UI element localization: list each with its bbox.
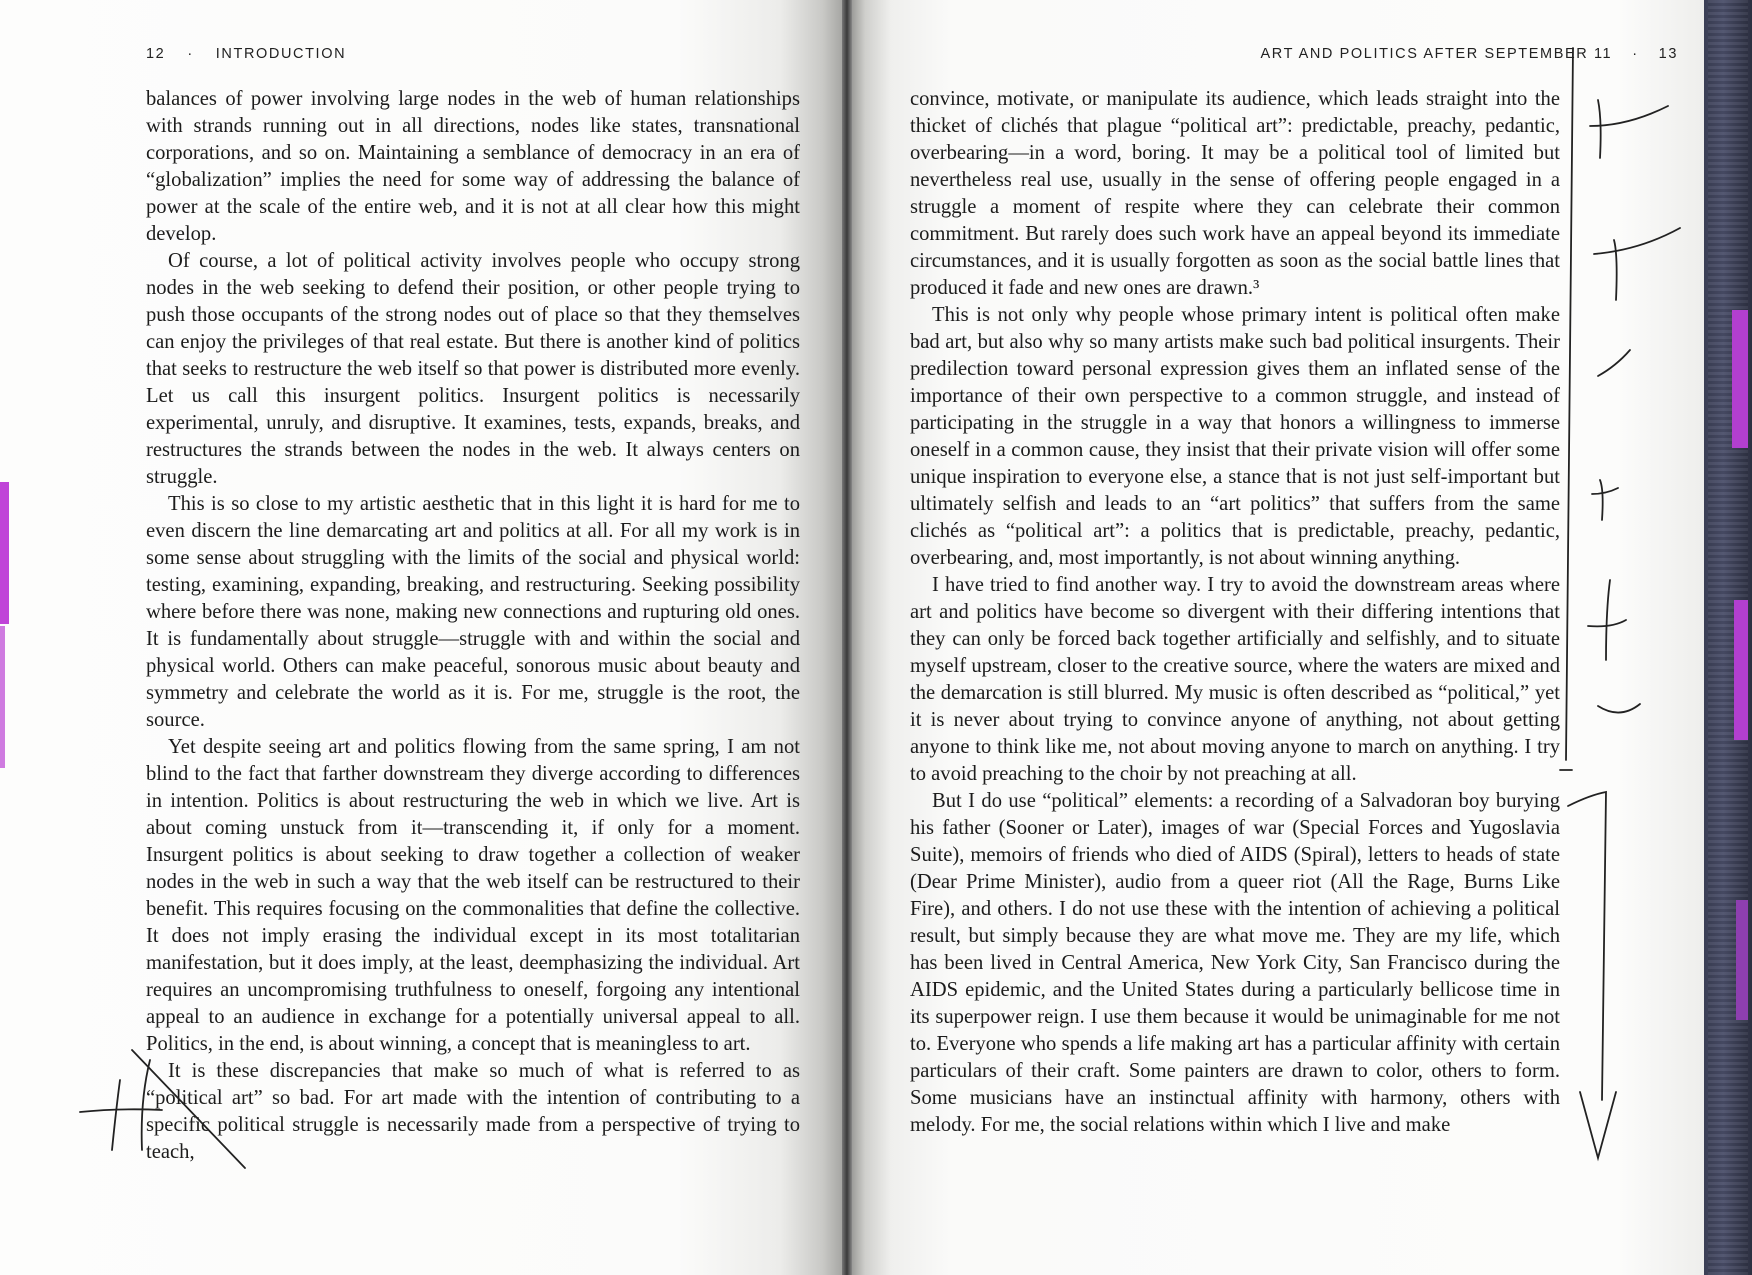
paragraph: I have tried to find another way. I try to avoid the downstream areas where art and politics have become so divergent with their differing intentions that they can only be forced back together artificially and selfishly, and to situate myself upstream, closer to the creative source, where the waters are mixed and the demarcation is still blurred. My music is often described as “political,” yet it is never about trying to convince anyone of anything, not about getting anyone to think like me, not about moving anyone to march on anything. I try to avoid preaching to the choir by not preaching at all. (910, 574, 1560, 785)
left-running-title: INTRODUCTION (215, 46, 347, 62)
right-text-block (910, 86, 1560, 1139)
sticky-tab (0, 626, 5, 768)
paragraph: Of course, a lot of political activity involves people who occupy strong nodes in the web seeking to defend their position, or other people trying to push those occupants of the strong nodes out of place so that they themselves can enjoy the privileges of that real estate. But there is another kind of politics that seeks to restructure the web itself so that power is distributed more evenly. Let us call this insurgent politics. Insurgent politics is necessarily experimental, unruly, and disruptive. It examines, tests, expands, breaks, and restructures the strands between the nodes in the web. It always centers on struggle. (146, 250, 800, 488)
paragraph: Yet despite seeing art and politics flowing from the same spring, I am not blind to the fact that farther downstream they diverge according to differences in intention. Politics is about restructuring the web in which we live. Art is about coming unstuck from it—transcending it, if only for a moment. Insurgent politics is about seeking to draw together a collection of weaker nodes in the web in such a way that the web itself can be restructured to their benefit. This requires focusing on the commonalities that define the collective. It does not imply erasing the individual except in its most totalitarian manifestation, but it does imply, at the least, deemphasizing the individual. Art requires an uncompromising truthfulness to oneself, forgoing any intentional appeal to an audience in exchange for a potentially universal appeal to all. Politics, in the end, is about winning, a concept that is meaningless to art. (146, 736, 800, 1055)
sticky-tab (1734, 600, 1748, 740)
paragraph: convince, motivate, or manipulate its audience, which leads straight into the thicket of clichés that plague “political art”: predictable, preachy, pedantic, overbearing—in a word, boring. It may be a political tool of limited but nevertheless real use, usually in the sense of offering people engaged in a struggle a moment of respite where they can celebrate their common commitment. But rarely does such work have an appeal beyond its immediate circumstances, and it is usually forgotten as soon as the social battle lines that produced it fade and new ones are drawn.³ (910, 88, 1560, 299)
left-text-block (146, 86, 800, 1166)
sticky-tab (1736, 900, 1748, 1020)
paragraph: This is not only why people whose primary intent is political often make bad art, but also why so many artists make such bad political insurgents. Their predilection toward personal expression gives them an inflated sense of the importance of their own perspective to a common struggle, and instead of participating in the struggle in a way that honors a willingness to immerse oneself in a common cause, they insist that their private vision will offer some unique inspiration to everyone else, a stance that is not just self-important but ultimately selfish and leads to an “art politics” that suffers from the same clichés as “political art”: a politics that is predictable, preachy, pedantic, overbearing, and, most importantly, is not about winning anything. (910, 304, 1560, 569)
paragraph: But I do use “political” elements: a recording of a Salvadoran boy burying his father (Sooner or Later), images of war (Special Forces and Yugoslavia Suite), memoirs of friends who died of AIDS (Spiral), letters to heads of state (Dear Prime Minister), audio from a queer riot (All the Rage, Burns Like Fire), and others. I do not use these with the intention of achieving a political result, but simply because they are what move me. They are my life, which has been lived in Central America, New York City, San Francisco during the AIDS epidemic, and the United States during a particularly bellicose time in its superpower reign. I use them because it would be unimaginable for me not to. Everyone who spends a life making art has a particular affinity with certain particulars of their craft. Some painters are drawn to color, others to form. Some musicians have an instinctual affinity with harmony, others with melody. For me, the social relations within which I live and make (910, 790, 1560, 1136)
right-folio: 13 (1658, 46, 1678, 62)
left-page (0, 0, 848, 1275)
right-running-title: ART AND POLITICS AFTER SEPTEMBER 11 (1260, 46, 1613, 62)
paragraph: balances of power involving large nodes in the web of human relationships with strands running out in all directions, nodes like states, transnational corporations, and so on. Maintaining a semblance of democracy in an era of “globalization” implies the need for some way of addressing the balance of power at the scale of the entire web, and it is not at all clear how this might develop. (146, 88, 800, 245)
paragraph: It is these discrepancies that make so much of what is referred to as “political art” so bad. For art made with the intention of contributing to a specific political struggle is necessarily made from a perspective of trying to teach, (146, 1060, 800, 1163)
sticky-tab (1732, 310, 1748, 448)
paragraph: This is so close to my artistic aesthetic that in this light it is hard for me to even discern the line demarcating art and politics at all. For all my work is in some sense about struggling with the limits of the social and physical world: testing, examining, expanding, breaking, and restructuring. Seeking possibility where before there was none, making new connections and rupturing old ones. It is fundamentally about struggle—struggle with and within the social and physical world. Others can make peaceful, sonorous music about beauty and symmetry and celebrate the world as it is. For me, struggle is the root, the source. (146, 493, 800, 731)
left-separator: · (187, 46, 194, 62)
right-running-head (1260, 46, 1678, 62)
right-separator: · (1632, 46, 1639, 62)
book-gutter (842, 0, 852, 1275)
sticky-tab (0, 482, 9, 624)
left-folio: 12 (146, 46, 166, 62)
left-running-head (146, 46, 346, 62)
